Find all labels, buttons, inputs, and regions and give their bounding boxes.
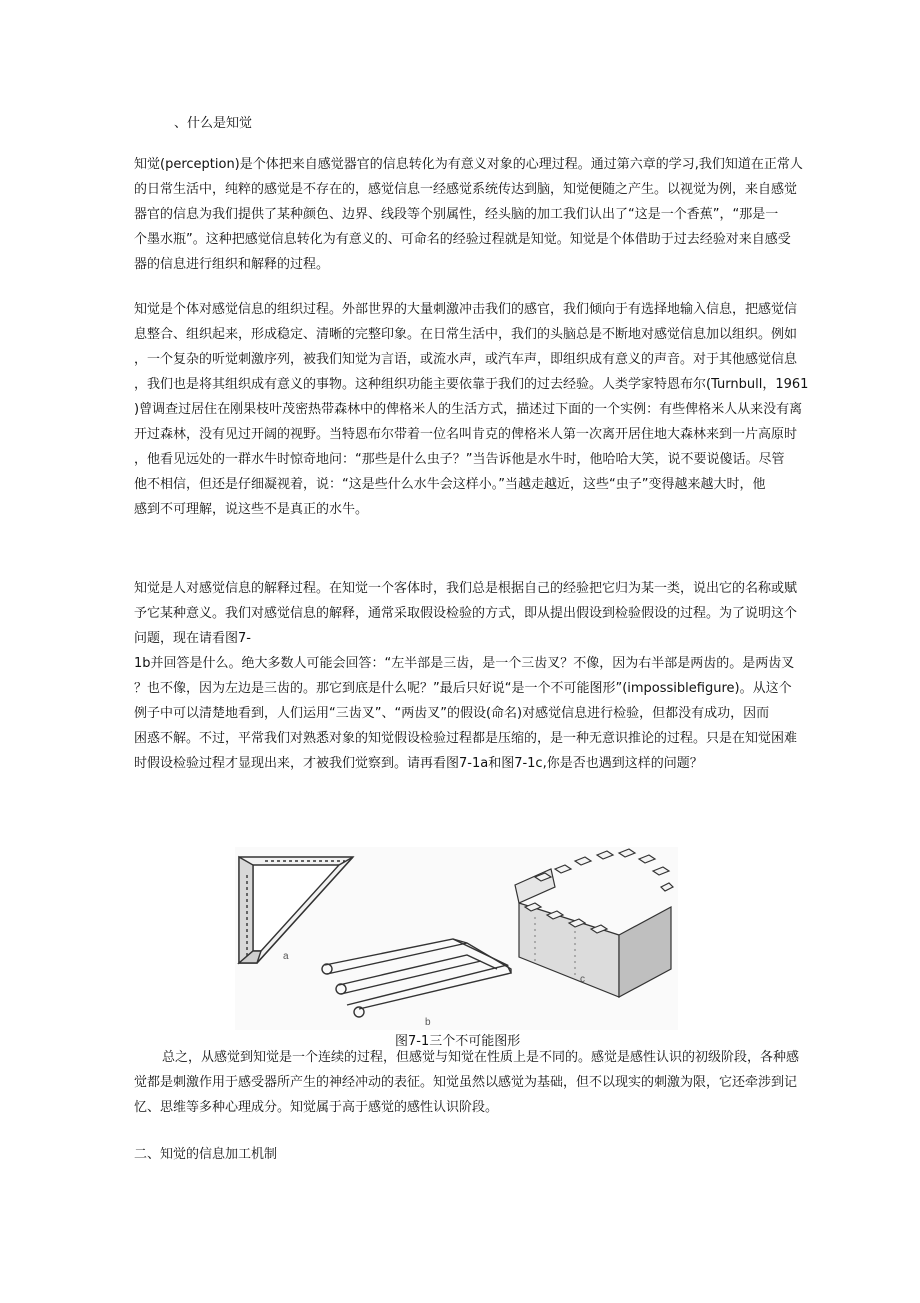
section-heading-information-processing: 二、知觉的信息加工机制 xyxy=(134,1147,278,1162)
text-line: 时假设检验过程才显现出来，才被我们觉察到。请再看图7-1a和图7-1c,你是否也遇到这样的问题？ xyxy=(134,756,703,771)
text-line: 觉都是刺激作用于感受器所产生的神经冲动的表征。知觉虽然以感觉为基础，但不以现实的刺激为限，它还牵涉到记 xyxy=(134,1075,798,1090)
text-line: ，他看见远处的一群水牛时惊奇地问：“那些是什么虫子？”当告诉他是水牛时，他哈哈大笑，说不要说傻话。尽管 xyxy=(134,452,785,467)
text-line: 他不相信，但还是仔细凝视着，说：“这是些什么水牛会这样小。”当越走越近，这些“虫子”变得越来越大时，他 xyxy=(134,477,766,492)
text-line: ，一个复杂的听觉刺激序列，被我们知觉为言语，或流水声，或汽车声，即组织成有意义的声音。对于其他感觉信息 xyxy=(134,352,798,367)
figure-label-a: a xyxy=(283,951,289,962)
text-line: ？也不像，因为左边是三齿的。那它到底是什么呢？”最后只好说“是一个不可能图形”(impossiblefigure)。从这个 xyxy=(134,681,792,696)
text-line: 知觉(perception)是个体把来自感觉器官的信息转化为有意义对象的心理过程。通过第六章的学习,我们知道在正常人 xyxy=(134,157,803,172)
text-line: 总之，从感觉到知觉是一个连续的过程，但感觉与知觉在性质上是不同的。感觉是感性认识的初级阶段，各种感 xyxy=(162,1050,800,1065)
text-line: 忆、思维等多种心理成分。知觉属于高于感觉的感性认识阶段。 xyxy=(134,1100,499,1115)
text-line: 器官的信息为我们提供了某种颜色、边界、线段等个别属性，经头脑的加工我们认出了“这是一个香蕉”，“那是一 xyxy=(134,207,779,222)
text-line: 器的信息进行组织和解释的过程。 xyxy=(134,257,330,272)
paragraph-organization xyxy=(134,297,809,522)
text-line: 例子中可以清楚地看到，人们运用“三齿叉”、“两齿叉”的假设(命名)对感觉信息进行检验，但都没有成功，因而 xyxy=(134,706,770,721)
text-line: 感到不可理解，说这些不是真正的水牛。 xyxy=(134,502,369,517)
text-line: 问题，现在请看图7- xyxy=(134,631,251,646)
text-line: 开过森林，没有见过开阔的视野。当特恩布尔带着一位名叫肯克的俾格米人第一次离开居住地大森林来到一片高原时 xyxy=(134,427,798,442)
text-line: 个墨水瓶”。这种把感觉信息转化为有意义的、可命名的经验过程就是知觉。知觉是个体借助于过去经验对来自感受 xyxy=(134,232,791,247)
impossible-staircase-figure xyxy=(515,849,673,997)
paragraph-interpretation xyxy=(134,576,798,776)
text-line: 知觉是人对感觉信息的解释过程。在知觉一个客体时，我们总是根据自己的经验把它归为某一类，说出它的名称或赋 xyxy=(134,581,798,596)
section-heading-what-is-perception: 、什么是知觉 xyxy=(174,116,253,131)
text-line: 困惑不解。不过，平常我们对熟悉对象的知觉假设检验过程都是压缩的，是一种无意识推论的过程。只是在知觉困难 xyxy=(134,731,798,746)
impossible-trident-figure xyxy=(322,939,511,1017)
impossible-figures-drawing xyxy=(235,847,678,1030)
text-line: 知觉是个体对感觉信息的组织过程。外部世界的大量刺激冲击我们的感官，我们倾向于有选择地输入信息，把感觉信 xyxy=(134,302,798,317)
text-line: 息整合、组织起来，形成稳定、清晰的完整印象。在日常生活中，我们的头脑总是不断地对感觉信息加以组织。例如 xyxy=(134,327,798,342)
penrose-triangle-figure xyxy=(239,857,353,963)
impossible-figures-image xyxy=(235,847,678,1030)
text-line: 1b并回答是什么。绝大多数人可能会回答：“左半部是三齿，是一个三齿叉？不像，因为右半部是两齿的。是两齿叉 xyxy=(134,656,795,671)
paragraph-definition xyxy=(134,152,803,277)
text-line: ，我们也是将其组织成有意义的事物。这种组织功能主要依靠于我们的过去经验。人类学家特恩布尔(Turnbull，1961 xyxy=(134,377,809,392)
text-line: )曾调查过居住在刚果枝叶茂密热带森林中的俾格米人的生活方式，描述过下面的一个实例：有些俾格米人从来没有离 xyxy=(134,402,803,417)
text-line: 的日常生活中，纯粹的感觉是不存在的，感觉信息一经感觉系统传达到脑，知觉便随之产生。以视觉为例，来自感觉 xyxy=(134,182,798,197)
figure-caption: 图7-1三个不可能图形 xyxy=(395,1034,521,1049)
figure-label-c: c xyxy=(580,974,585,985)
figure-label-b: b xyxy=(425,1017,431,1028)
paragraph-summary xyxy=(134,1045,800,1120)
text-line: 予它某种意义。我们对感觉信息的解释，通常采取假设检验的方式，即从提出假设到检验假设的过程。为了说明这个 xyxy=(134,606,798,621)
